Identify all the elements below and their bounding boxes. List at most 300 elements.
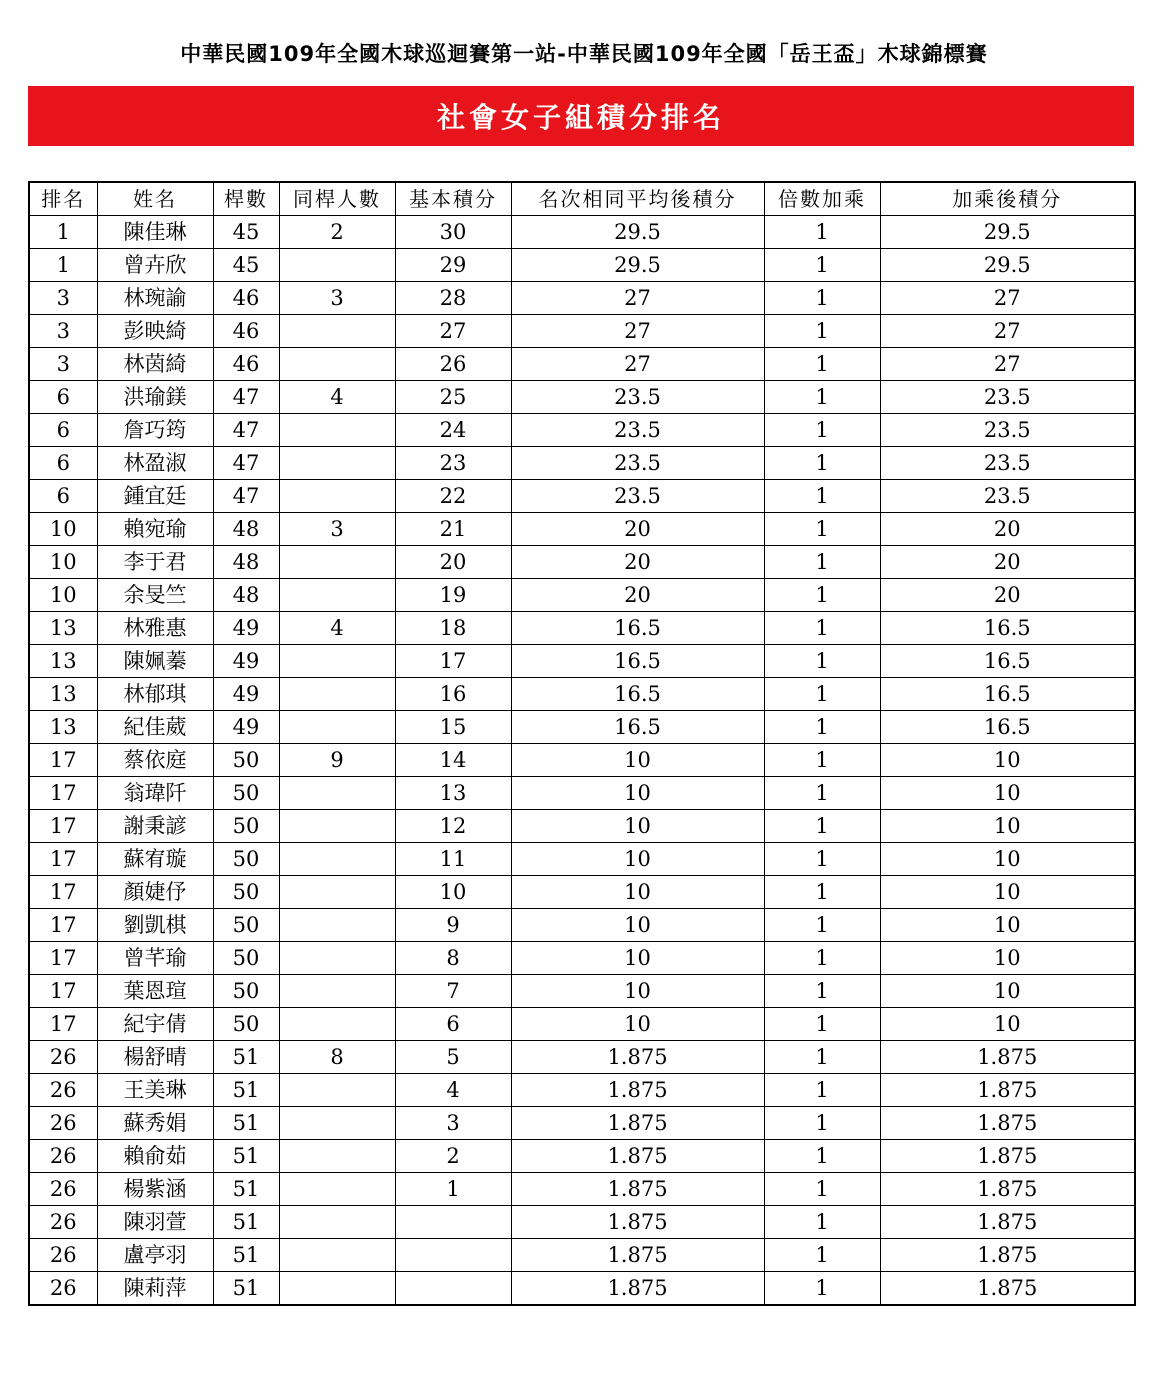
final-points-cell: 29.5	[880, 216, 1135, 249]
table-row	[29, 1272, 1135, 1306]
multiplier-cell: 1	[764, 1206, 880, 1239]
rank-cell: 6	[29, 480, 97, 513]
base-points-cell: 20	[395, 546, 511, 579]
strokes-cell: 50	[213, 777, 279, 810]
base-points-cell: 21	[395, 513, 511, 546]
final-points-cell: 10	[880, 744, 1135, 777]
strokes-cell: 51	[213, 1173, 279, 1206]
final-points-cell: 10	[880, 975, 1135, 1008]
rank-cell: 6	[29, 381, 97, 414]
multiplier-cell: 1	[764, 876, 880, 909]
table-row	[29, 810, 1135, 843]
tie-count-cell: 8	[279, 1041, 395, 1074]
tie-count-cell: 3	[279, 282, 395, 315]
rank-cell: 26	[29, 1107, 97, 1140]
multiplier-cell: 1	[764, 843, 880, 876]
multiplier-cell: 1	[764, 579, 880, 612]
strokes-cell: 51	[213, 1272, 279, 1306]
base-points-cell: 18	[395, 612, 511, 645]
table-row	[29, 1041, 1135, 1074]
table-row	[29, 315, 1135, 348]
final-points-cell: 10	[880, 843, 1135, 876]
strokes-cell: 51	[213, 1239, 279, 1272]
table-row	[29, 282, 1135, 315]
strokes-cell: 47	[213, 414, 279, 447]
final-points-cell: 10	[880, 876, 1135, 909]
section-banner: 社會女子組積分排名	[28, 86, 1134, 146]
name-cell: 蔡依庭	[97, 744, 213, 777]
averaged-points-cell: 10	[511, 909, 764, 942]
strokes-cell: 50	[213, 1008, 279, 1041]
name-cell: 李于君	[97, 546, 213, 579]
averaged-points-cell: 10	[511, 942, 764, 975]
rank-cell: 3	[29, 348, 97, 381]
strokes-cell: 48	[213, 579, 279, 612]
base-points-cell: 19	[395, 579, 511, 612]
tie-count-cell	[279, 480, 395, 513]
strokes-cell: 45	[213, 249, 279, 282]
averaged-points-cell: 16.5	[511, 612, 764, 645]
strokes-cell: 50	[213, 843, 279, 876]
base-points-cell: 5	[395, 1041, 511, 1074]
tie-count-cell	[279, 447, 395, 480]
base-points-cell: 13	[395, 777, 511, 810]
name-cell: 彭映綺	[97, 315, 213, 348]
strokes-cell: 46	[213, 348, 279, 381]
averaged-points-cell: 23.5	[511, 447, 764, 480]
base-points-cell: 15	[395, 711, 511, 744]
averaged-points-cell: 1.875	[511, 1140, 764, 1173]
base-points-cell: 17	[395, 645, 511, 678]
base-points-cell: 16	[395, 678, 511, 711]
name-cell: 顏婕伃	[97, 876, 213, 909]
strokes-cell: 50	[213, 909, 279, 942]
averaged-points-cell: 20	[511, 513, 764, 546]
multiplier-cell: 1	[764, 777, 880, 810]
document-title: 中華民國109年全國木球巡迴賽第一站-中華民國109年全國「岳王盃」木球錦標賽	[180, 42, 988, 66]
final-points-cell: 10	[880, 942, 1135, 975]
averaged-points-cell: 1.875	[511, 1107, 764, 1140]
tie-count-cell	[279, 1008, 395, 1041]
tie-count-cell	[279, 1272, 395, 1306]
rank-cell: 10	[29, 513, 97, 546]
averaged-points-cell: 10	[511, 1008, 764, 1041]
final-points-cell: 20	[880, 579, 1135, 612]
averaged-points-cell: 10	[511, 744, 764, 777]
name-cell: 鍾宜廷	[97, 480, 213, 513]
averaged-points-cell: 10	[511, 876, 764, 909]
multiplier-cell: 1	[764, 1239, 880, 1272]
strokes-cell: 49	[213, 711, 279, 744]
strokes-cell: 50	[213, 876, 279, 909]
header-multiplier: 倍數加乘	[764, 182, 880, 216]
base-points-cell: 10	[395, 876, 511, 909]
base-points-cell	[395, 1206, 511, 1239]
multiplier-cell: 1	[764, 381, 880, 414]
strokes-cell: 49	[213, 612, 279, 645]
averaged-points-cell: 10	[511, 975, 764, 1008]
final-points-cell: 23.5	[880, 381, 1135, 414]
table-row	[29, 975, 1135, 1008]
final-points-cell: 1.875	[880, 1140, 1135, 1173]
tie-count-cell	[279, 810, 395, 843]
tie-count-cell	[279, 909, 395, 942]
averaged-points-cell: 27	[511, 348, 764, 381]
rank-cell: 10	[29, 579, 97, 612]
multiplier-cell: 1	[764, 612, 880, 645]
tie-count-cell	[279, 1173, 395, 1206]
header-tie-count: 同桿人數	[279, 182, 395, 216]
header-final-points: 加乘後積分	[880, 182, 1135, 216]
table-row	[29, 447, 1135, 480]
averaged-points-cell: 1.875	[511, 1041, 764, 1074]
final-points-cell: 23.5	[880, 480, 1135, 513]
name-cell: 盧亭羽	[97, 1239, 213, 1272]
table-row	[29, 1206, 1135, 1239]
strokes-cell: 49	[213, 678, 279, 711]
final-points-cell: 10	[880, 1008, 1135, 1041]
tie-count-cell: 3	[279, 513, 395, 546]
rank-cell: 13	[29, 612, 97, 645]
table-row	[29, 612, 1135, 645]
final-points-cell: 1.875	[880, 1041, 1135, 1074]
table-row	[29, 777, 1135, 810]
multiplier-cell: 1	[764, 711, 880, 744]
averaged-points-cell: 23.5	[511, 414, 764, 447]
averaged-points-cell: 10	[511, 777, 764, 810]
name-cell: 翁瑋阡	[97, 777, 213, 810]
tie-count-cell: 4	[279, 381, 395, 414]
header-strokes: 桿數	[213, 182, 279, 216]
table-row	[29, 1140, 1135, 1173]
rank-cell: 17	[29, 942, 97, 975]
base-points-cell: 28	[395, 282, 511, 315]
strokes-cell: 51	[213, 1140, 279, 1173]
base-points-cell: 23	[395, 447, 511, 480]
tie-count-cell	[279, 348, 395, 381]
rank-cell: 17	[29, 975, 97, 1008]
strokes-cell: 50	[213, 942, 279, 975]
name-cell: 林琬諭	[97, 282, 213, 315]
base-points-cell	[395, 1272, 511, 1306]
base-points-cell: 22	[395, 480, 511, 513]
tie-count-cell	[279, 942, 395, 975]
multiplier-cell: 1	[764, 975, 880, 1008]
final-points-cell: 1.875	[880, 1206, 1135, 1239]
averaged-points-cell: 10	[511, 843, 764, 876]
table-row	[29, 1008, 1135, 1041]
tie-count-cell	[279, 414, 395, 447]
name-cell: 劉凱棋	[97, 909, 213, 942]
multiplier-cell: 1	[764, 216, 880, 249]
table-row	[29, 381, 1135, 414]
name-cell: 洪瑜鎂	[97, 381, 213, 414]
rank-cell: 17	[29, 777, 97, 810]
table-row	[29, 909, 1135, 942]
name-cell: 詹巧筠	[97, 414, 213, 447]
ranking-table	[28, 181, 1136, 1306]
rank-cell: 6	[29, 447, 97, 480]
rank-cell: 26	[29, 1239, 97, 1272]
name-cell: 陳莉萍	[97, 1272, 213, 1306]
table-row	[29, 414, 1135, 447]
multiplier-cell: 1	[764, 480, 880, 513]
table-row	[29, 546, 1135, 579]
strokes-cell: 46	[213, 315, 279, 348]
tie-count-cell	[279, 249, 395, 282]
name-cell: 陳佳琳	[97, 216, 213, 249]
final-points-cell: 16.5	[880, 711, 1135, 744]
final-points-cell: 27	[880, 315, 1135, 348]
final-points-cell: 23.5	[880, 447, 1135, 480]
name-cell: 曾卉欣	[97, 249, 213, 282]
base-points-cell: 30	[395, 216, 511, 249]
strokes-cell: 51	[213, 1107, 279, 1140]
strokes-cell: 50	[213, 975, 279, 1008]
final-points-cell: 29.5	[880, 249, 1135, 282]
rank-cell: 26	[29, 1272, 97, 1306]
name-cell: 蘇宥璇	[97, 843, 213, 876]
multiplier-cell: 1	[764, 1272, 880, 1306]
base-points-cell: 25	[395, 381, 511, 414]
table-header-row	[29, 182, 1135, 216]
rank-cell: 17	[29, 909, 97, 942]
final-points-cell: 16.5	[880, 612, 1135, 645]
averaged-points-cell: 1.875	[511, 1272, 764, 1306]
header-rank: 排名	[29, 182, 97, 216]
strokes-cell: 51	[213, 1206, 279, 1239]
name-cell: 紀宇倩	[97, 1008, 213, 1041]
multiplier-cell: 1	[764, 447, 880, 480]
strokes-cell: 51	[213, 1041, 279, 1074]
averaged-points-cell: 1.875	[511, 1206, 764, 1239]
table-row	[29, 678, 1135, 711]
name-cell: 紀佳葳	[97, 711, 213, 744]
table-row	[29, 1074, 1135, 1107]
tie-count-cell	[279, 711, 395, 744]
final-points-cell: 20	[880, 513, 1135, 546]
tie-count-cell	[279, 546, 395, 579]
strokes-cell: 48	[213, 546, 279, 579]
final-points-cell: 27	[880, 348, 1135, 381]
strokes-cell: 47	[213, 447, 279, 480]
base-points-cell: 7	[395, 975, 511, 1008]
strokes-cell: 45	[213, 216, 279, 249]
base-points-cell: 12	[395, 810, 511, 843]
tie-count-cell	[279, 843, 395, 876]
averaged-points-cell: 23.5	[511, 480, 764, 513]
rank-cell: 1	[29, 216, 97, 249]
final-points-cell: 1.875	[880, 1107, 1135, 1140]
averaged-points-cell: 27	[511, 282, 764, 315]
averaged-points-cell: 1.875	[511, 1074, 764, 1107]
final-points-cell: 10	[880, 777, 1135, 810]
multiplier-cell: 1	[764, 645, 880, 678]
multiplier-cell: 1	[764, 315, 880, 348]
tie-count-cell: 9	[279, 744, 395, 777]
name-cell: 林盈淑	[97, 447, 213, 480]
tie-count-cell	[279, 876, 395, 909]
name-cell: 林茵綺	[97, 348, 213, 381]
name-cell: 陳羽萱	[97, 1206, 213, 1239]
base-points-cell: 8	[395, 942, 511, 975]
base-points-cell: 4	[395, 1074, 511, 1107]
base-points-cell: 9	[395, 909, 511, 942]
tie-count-cell	[279, 975, 395, 1008]
name-cell: 楊舒晴	[97, 1041, 213, 1074]
header-averaged-points: 名次相同平均後積分	[511, 182, 764, 216]
table-row	[29, 348, 1135, 381]
tie-count-cell	[279, 1206, 395, 1239]
tie-count-cell	[279, 579, 395, 612]
base-points-cell	[395, 1239, 511, 1272]
averaged-points-cell: 20	[511, 579, 764, 612]
multiplier-cell: 1	[764, 744, 880, 777]
averaged-points-cell: 1.875	[511, 1173, 764, 1206]
averaged-points-cell: 23.5	[511, 381, 764, 414]
base-points-cell: 24	[395, 414, 511, 447]
tie-count-cell	[279, 1239, 395, 1272]
rank-cell: 3	[29, 315, 97, 348]
table-row	[29, 579, 1135, 612]
tie-count-cell	[279, 777, 395, 810]
rank-cell: 26	[29, 1140, 97, 1173]
final-points-cell: 1.875	[880, 1074, 1135, 1107]
table-row	[29, 876, 1135, 909]
header-name: 姓名	[97, 182, 213, 216]
strokes-cell: 47	[213, 480, 279, 513]
table-row	[29, 744, 1135, 777]
table-row	[29, 1239, 1135, 1272]
rank-cell: 17	[29, 810, 97, 843]
name-cell: 王美琳	[97, 1074, 213, 1107]
multiplier-cell: 1	[764, 1107, 880, 1140]
rank-cell: 13	[29, 678, 97, 711]
tie-count-cell	[279, 1107, 395, 1140]
rank-cell: 13	[29, 645, 97, 678]
name-cell: 林郁琪	[97, 678, 213, 711]
multiplier-cell: 1	[764, 348, 880, 381]
tie-count-cell	[279, 678, 395, 711]
final-points-cell: 27	[880, 282, 1135, 315]
strokes-cell: 50	[213, 810, 279, 843]
averaged-points-cell: 16.5	[511, 678, 764, 711]
table-row	[29, 249, 1135, 282]
table-row	[29, 513, 1135, 546]
name-cell: 葉恩瑄	[97, 975, 213, 1008]
table-row	[29, 645, 1135, 678]
base-points-cell: 2	[395, 1140, 511, 1173]
header-base-points: 基本積分	[395, 182, 511, 216]
rank-cell: 10	[29, 546, 97, 579]
averaged-points-cell: 20	[511, 546, 764, 579]
name-cell: 楊紫涵	[97, 1173, 213, 1206]
base-points-cell: 27	[395, 315, 511, 348]
multiplier-cell: 1	[764, 1074, 880, 1107]
strokes-cell: 50	[213, 744, 279, 777]
rank-cell: 17	[29, 744, 97, 777]
name-cell: 蘇秀娟	[97, 1107, 213, 1140]
strokes-cell: 46	[213, 282, 279, 315]
rank-cell: 13	[29, 711, 97, 744]
final-points-cell: 10	[880, 810, 1135, 843]
tie-count-cell	[279, 645, 395, 678]
rank-cell: 6	[29, 414, 97, 447]
multiplier-cell: 1	[764, 282, 880, 315]
base-points-cell: 3	[395, 1107, 511, 1140]
multiplier-cell: 1	[764, 678, 880, 711]
averaged-points-cell: 16.5	[511, 711, 764, 744]
final-points-cell: 10	[880, 909, 1135, 942]
multiplier-cell: 1	[764, 1041, 880, 1074]
table-row	[29, 480, 1135, 513]
table-row	[29, 711, 1135, 744]
averaged-points-cell: 16.5	[511, 645, 764, 678]
rank-cell: 26	[29, 1173, 97, 1206]
final-points-cell: 20	[880, 546, 1135, 579]
multiplier-cell: 1	[764, 513, 880, 546]
tie-count-cell: 2	[279, 216, 395, 249]
rank-cell: 17	[29, 1008, 97, 1041]
name-cell: 謝秉諺	[97, 810, 213, 843]
table-row	[29, 942, 1135, 975]
final-points-cell: 1.875	[880, 1239, 1135, 1272]
tie-count-cell	[279, 1074, 395, 1107]
name-cell: 曾芊瑜	[97, 942, 213, 975]
multiplier-cell: 1	[764, 414, 880, 447]
table-body	[29, 216, 1135, 1306]
multiplier-cell: 1	[764, 1140, 880, 1173]
final-points-cell: 16.5	[880, 678, 1135, 711]
averaged-points-cell: 1.875	[511, 1239, 764, 1272]
multiplier-cell: 1	[764, 1173, 880, 1206]
multiplier-cell: 1	[764, 546, 880, 579]
name-cell: 賴俞茹	[97, 1140, 213, 1173]
base-points-cell: 11	[395, 843, 511, 876]
strokes-cell: 48	[213, 513, 279, 546]
base-points-cell: 29	[395, 249, 511, 282]
rank-cell: 17	[29, 876, 97, 909]
tie-count-cell	[279, 1140, 395, 1173]
final-points-cell: 16.5	[880, 645, 1135, 678]
name-cell: 賴宛瑜	[97, 513, 213, 546]
rank-cell: 3	[29, 282, 97, 315]
multiplier-cell: 1	[764, 249, 880, 282]
name-cell: 林雅惠	[97, 612, 213, 645]
base-points-cell: 26	[395, 348, 511, 381]
multiplier-cell: 1	[764, 942, 880, 975]
strokes-cell: 49	[213, 645, 279, 678]
averaged-points-cell: 27	[511, 315, 764, 348]
rank-cell: 26	[29, 1206, 97, 1239]
table-row	[29, 1107, 1135, 1140]
table-row	[29, 216, 1135, 249]
averaged-points-cell: 10	[511, 810, 764, 843]
final-points-cell: 1.875	[880, 1272, 1135, 1306]
rank-cell: 26	[29, 1074, 97, 1107]
base-points-cell: 6	[395, 1008, 511, 1041]
base-points-cell: 14	[395, 744, 511, 777]
name-cell: 余旻竺	[97, 579, 213, 612]
rank-cell: 26	[29, 1041, 97, 1074]
table-row	[29, 843, 1135, 876]
tie-count-cell	[279, 315, 395, 348]
base-points-cell: 1	[395, 1173, 511, 1206]
rank-cell: 1	[29, 249, 97, 282]
tie-count-cell: 4	[279, 612, 395, 645]
strokes-cell: 47	[213, 381, 279, 414]
table-row	[29, 1173, 1135, 1206]
